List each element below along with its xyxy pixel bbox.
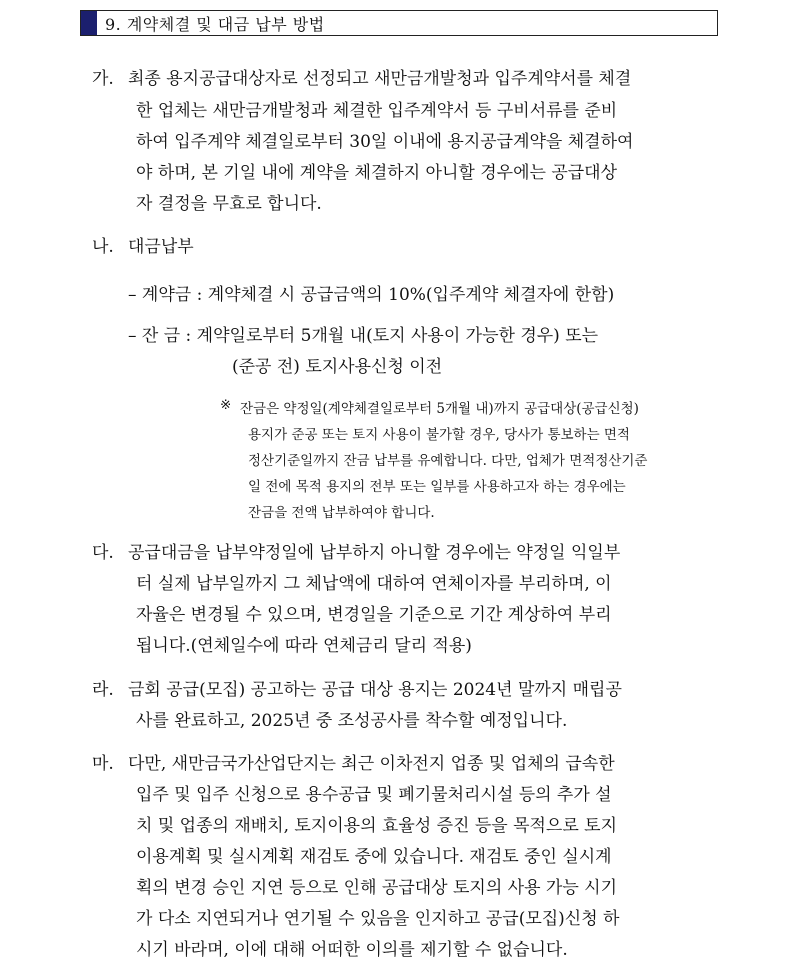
- paragraph-na-marker: 나.: [92, 237, 114, 257]
- paragraph-ma-line: 시기 바라며, 이에 대해 어떠한 이의를 제기할 수 없습니다.: [136, 940, 568, 960]
- paragraph-ma-marker: 마.: [92, 754, 114, 774]
- paragraph-ra-marker: 라.: [92, 680, 114, 700]
- balance-line-continued: (준공 전) 토지사용신청 이전: [232, 357, 443, 377]
- paragraph-ma-line: 이용계획 및 실시계획 재검토 중에 있습니다. 재검토 중인 실시계: [136, 847, 612, 867]
- note-line: 일 전에 목적 용지의 전부 또는 일부를 사용하고자 하는 경우에는: [248, 479, 626, 495]
- section-header-bar: [81, 11, 97, 35]
- note-line: 용지가 준공 또는 토지 사용이 불가할 경우, 당사가 통보하는 면적: [248, 427, 630, 443]
- balance-line: – 잔 금 : 계약일로부터 5개월 내(토지 사용이 가능한 경우) 또는: [128, 326, 599, 346]
- paragraph-ga-marker: 가.: [92, 69, 114, 89]
- paragraph-da-line: 자율은 변경될 수 있으며, 변경일을 기준으로 기간 계상하여 부리: [136, 605, 612, 625]
- note-mark-icon: ※: [220, 397, 232, 413]
- paragraph-ga-line: 한 업체는 새만금개발청과 체결한 입주계약서 등 구비서류를 준비: [136, 101, 618, 121]
- note-line: 정산기준일까지 잔금 납부를 유예합니다. 다만, 업체가 면적정산기준: [248, 453, 648, 469]
- deposit-line: – 계약금 : 계약체결 시 공급금액의 10%(입주계약 체결자에 한함): [128, 285, 615, 305]
- paragraph-ra-line: 금회 공급(모집) 공고하는 공급 대상 용지는 2024년 말까지 매립공: [128, 680, 622, 700]
- paragraph-ma-line: 획의 변경 승인 지연 등으로 인해 공급대상 토지의 사용 가능 시기: [136, 878, 618, 898]
- paragraph-ma-line: 입주 및 입주 신청으로 용수공급 및 폐기물처리시설 등의 추가 설: [136, 785, 612, 805]
- note-line: 잔금을 전액 납부하여야 합니다.: [248, 505, 435, 521]
- paragraph-da-marker: 다.: [92, 543, 114, 563]
- paragraph-ma-line: 치 및 업종의 재배치, 토지이용의 효율성 증진 등을 목적으로 토지: [136, 816, 618, 836]
- paragraph-da-line: 됩니다.(연체일수에 따라 연체금리 달리 적용): [136, 636, 472, 656]
- paragraph-ma-line: 가 다소 지연되거나 연기될 수 있음을 인지하고 공급(모집)신청 하: [136, 909, 620, 929]
- paragraph-da-line: 터 실제 납부일까지 그 체납액에 대하여 연체이자를 부리하며, 이: [136, 574, 612, 594]
- paragraph-ga-line: 하여 입주계약 체결일로부터 30일 이내에 용지공급계약을 체결하여: [136, 132, 634, 152]
- paragraph-na-title: 대금납부: [128, 237, 194, 257]
- paragraph-ma-line: 다만, 새만금국가산업단지는 최근 이차전지 업종 및 업체의 급속한: [128, 754, 615, 774]
- paragraph-ga-line: 자 결정을 무효로 합니다.: [136, 194, 322, 214]
- paragraph-ga-line: 최종 용지공급대상자로 선정되고 새만금개발청과 입주계약서를 체결: [128, 69, 632, 89]
- paragraph-da-line: 공급대금을 납부약정일에 납부하지 아니할 경우에는 약정일 익일부: [128, 543, 621, 563]
- paragraph-ra-line: 사를 완료하고, 2025년 중 조성공사를 착수할 예정입니다.: [136, 711, 568, 731]
- section-header: [80, 10, 718, 36]
- section-title: 9. 계약체결 및 대금 납부 방법: [105, 14, 325, 34]
- note-line: 잔금은 약정일(계약체결일로부터 5개월 내)까지 공급대상(공급신청): [240, 401, 639, 417]
- paragraph-ga-line: 야 하며, 본 기일 내에 계약을 체결하지 아니할 경우에는 공급대상: [136, 163, 618, 183]
